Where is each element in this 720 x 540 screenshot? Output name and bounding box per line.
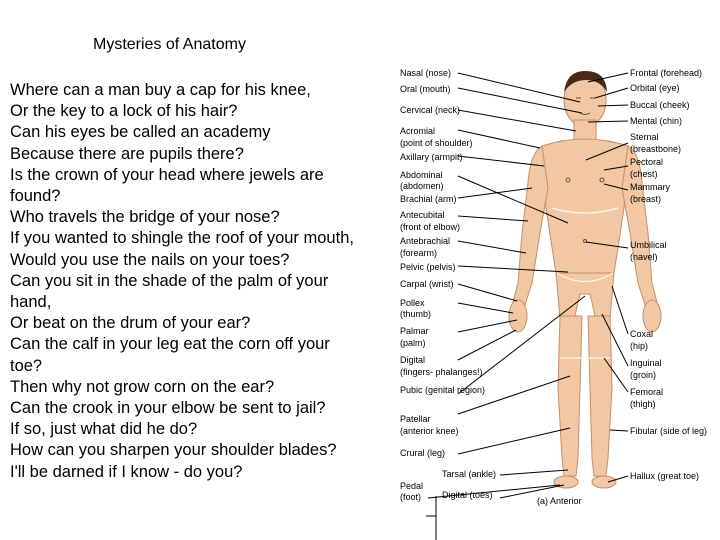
label-orbital: Orbital (eye) [630, 83, 680, 93]
leader-line [458, 216, 528, 221]
poem-line: Can the calf in your leg eat the corn off your [10, 335, 330, 354]
torso-shape [542, 139, 628, 273]
leader-line [458, 266, 568, 272]
label-antecubital: Antecubital [400, 210, 445, 220]
figure-caption: (a) Anterior [537, 496, 582, 506]
label-brachial: Brachial (arm) [400, 194, 457, 204]
label-buccal: Buccal (cheek) [630, 100, 690, 110]
label-oral: Oral (mouth) [400, 84, 451, 94]
poem-line: Is the crown of your head where jewels are [10, 165, 324, 184]
leader-line [458, 73, 580, 102]
poem-line: Who travels the bridge of your nose? [10, 208, 280, 227]
label-pollex: Pollex [400, 298, 425, 308]
leader-line [458, 320, 517, 332]
anatomy-diagram [392, 58, 720, 540]
left-leg-shape [588, 316, 612, 476]
poem-line: toe? [10, 356, 43, 375]
label-pectoral-desc: (chest) [630, 169, 658, 179]
leader-line [612, 286, 628, 334]
left-foot-shape [592, 476, 616, 488]
label-tarsal: Tarsal (ankle) [442, 469, 497, 479]
label-antebrachial: Antebrachial [400, 236, 451, 246]
poem-text [10, 80, 390, 483]
label-abdominal-desc: (abdomen) [400, 181, 444, 191]
label-sternal: Sternal [630, 132, 659, 142]
leader-line [610, 430, 628, 431]
label-palmar-desc: (palm) [400, 338, 426, 348]
label-patellar-desc: (anterior knee) [400, 426, 459, 436]
label-digital-fingers-desc: (fingers- phalanges!) [400, 367, 483, 377]
label-frontal: Frontal (forehead) [630, 68, 703, 78]
label-umbilical-desc: (navel) [630, 252, 658, 262]
right-leg-shape [558, 316, 582, 476]
label-pedal: Pedal [400, 481, 424, 491]
leader-line [458, 88, 582, 113]
label-digital-toes: Digital (toes) [442, 490, 493, 500]
label-pedal-desc: (foot) [400, 492, 422, 502]
human-body-figure [392, 58, 720, 540]
poem-line: Can you sit in the shade of the palm of your [10, 271, 329, 290]
page-title: Mysteries of Anatomy [93, 36, 246, 53]
label-antecubital-desc: (front of elbow) [400, 222, 461, 232]
poem-line: Because there are pupils there? [10, 144, 244, 163]
label-mental: Mental (chin) [630, 116, 683, 126]
label-mammary: Mammary [630, 182, 670, 192]
label-nasal: Nasal (nose) [400, 68, 452, 78]
leader-line [500, 470, 568, 475]
poem-line: Then why not grow corn on the ear? [10, 377, 275, 396]
poem-line: If so, just what did he do? [10, 420, 198, 439]
poem-line: How can you sharpen your shoulder blades? [10, 441, 337, 460]
label-inguinal: Inguinal [630, 358, 662, 368]
label-carpal: Carpal (wrist) [400, 279, 454, 289]
label-fibular: Fibular (side of leg) [630, 426, 708, 436]
leader-line [458, 303, 513, 313]
label-cervical: Cervical (neck) [400, 105, 461, 115]
leader-line [458, 156, 544, 166]
leader-line [458, 188, 532, 198]
label-palmar: Palmar [400, 326, 429, 336]
label-femoral: Femoral [630, 387, 664, 397]
poem-line: Where can a man buy a cap for his knee, [10, 81, 311, 99]
right-arm-shape [512, 146, 548, 308]
leader-line [458, 284, 517, 301]
label-pubic: Pubic (genital region) [400, 385, 486, 395]
label-pectoral: Pectoral [630, 157, 664, 167]
label-coxal: Coxal [630, 329, 654, 339]
label-inguinal-desc: (groin) [630, 370, 657, 380]
left-hand-shape [643, 300, 661, 332]
label-digital-fingers: Digital [400, 355, 426, 365]
label-pelvic: Pelvic (pelvis) [400, 262, 456, 272]
label-acromial-desc: (point of shoulder) [400, 138, 473, 148]
label-sternal-desc: (breastbone) [630, 144, 682, 154]
label-femoral-desc: (thigh) [630, 399, 656, 409]
label-pollex-desc: (thumb) [400, 309, 432, 319]
label-crural: Crural (leg) [400, 448, 446, 458]
leader-line [458, 428, 570, 454]
label-patellar: Patellar [400, 414, 431, 424]
label-abdominal: Abdominal [400, 170, 443, 180]
poem-line: Can the crook in your elbow be sent to jail? [10, 399, 326, 418]
leader-line [458, 241, 526, 253]
poem-line: Or the key to a lock of his hair? [10, 102, 238, 121]
label-hallux: Hallux (great toe) [630, 471, 700, 481]
poem-line: Can his eyes be called an academy [10, 123, 271, 142]
poem-line: hand, [10, 293, 52, 312]
label-axillary: Axillary (armpit) [400, 152, 463, 162]
label-acromial: Acromial [400, 126, 436, 136]
right-hand-shape [509, 300, 527, 332]
label-mammary-desc: (breast) [630, 194, 662, 204]
poem-line: I'll be darned if I know - do you? [10, 462, 243, 481]
poem-line: found? [10, 187, 61, 206]
poem-line: Would you use the nails on your toes? [10, 250, 290, 269]
label-coxal-desc: (hip) [630, 341, 649, 351]
poem-line: If you wanted to shingle the roof of your mouth, [10, 229, 354, 248]
leader-line [458, 110, 576, 131]
poem-line: Or beat on the drum of your ear? [10, 314, 251, 333]
label-antebrachial-desc: (forearm) [400, 248, 438, 258]
label-umbilical: Umbilical [630, 240, 667, 250]
